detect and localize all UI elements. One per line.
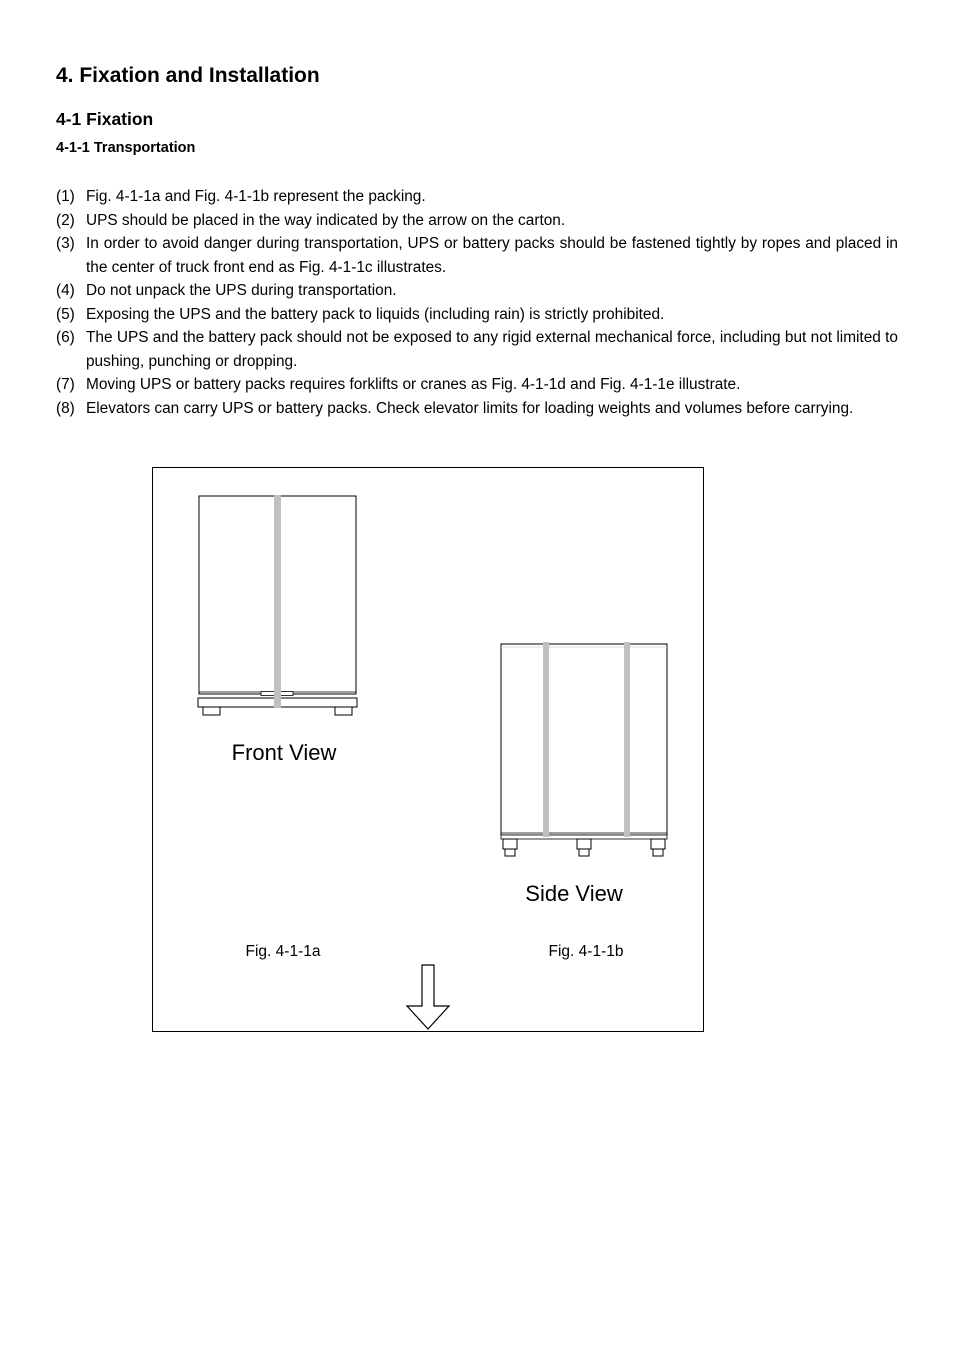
down-arrow-icon xyxy=(407,965,449,1029)
side-view-carton xyxy=(501,642,667,856)
list-item-number: (4) xyxy=(56,282,75,299)
list-item-text: UPS should be placed in the way indicated by the arrow on the carton. xyxy=(86,211,566,229)
side-strap-left xyxy=(543,642,549,837)
figure-caption-b: Fig. 4-1-1b xyxy=(548,943,624,960)
list-item xyxy=(56,303,898,327)
figure-caption-a: Fig. 4-1-1a xyxy=(245,943,321,960)
front-view-carton xyxy=(198,495,357,715)
list-item-number: (5) xyxy=(56,305,75,323)
list-item xyxy=(56,185,898,209)
side-strap-right xyxy=(624,642,630,837)
list-item-text: The UPS and the battery pack should not be exposed to any rigid external mechanical force, including but not limited to pushing, punching or dropping. xyxy=(86,329,898,370)
list-item-number: (1) xyxy=(56,188,75,205)
list-item-text: Fig. 4-1-1a and Fig. 4-1-1b represent the packing. xyxy=(86,188,426,205)
list-item-number: (3) xyxy=(56,235,75,252)
list-item-text: Elevators can carry UPS or battery packs. Check elevator limits for loading weights and volumes before carrying. xyxy=(86,399,854,417)
list-item xyxy=(56,232,898,279)
list-item xyxy=(56,209,898,233)
list-item xyxy=(56,326,898,373)
list-item-text: In order to avoid danger during transportation, UPS or battery packs should be fastened tightly by ropes and placed in the center of truck front end as Fig. 4-1-1c illustrates. xyxy=(86,235,898,276)
subsection-title: 4-1 Fixation xyxy=(56,109,154,129)
front-strap xyxy=(274,495,281,708)
list-item xyxy=(56,279,898,303)
list-item xyxy=(56,397,898,421)
list-item-number: (6) xyxy=(56,329,75,346)
list-item-text: Exposing the UPS and the battery pack to liquids (including rain) is strictly prohibited. xyxy=(86,305,665,323)
side-view-label: Side View xyxy=(525,881,623,906)
subsubsection-title: 4-1-1 Transportation xyxy=(56,140,196,156)
list-item-number: (7) xyxy=(56,376,75,393)
section-title: 4. Fixation and Installation xyxy=(56,64,320,87)
list-item-number: (8) xyxy=(56,399,75,417)
list-item xyxy=(56,373,898,397)
instruction-list xyxy=(56,185,898,420)
front-view-label: Front View xyxy=(231,740,337,765)
list-item-text: Moving UPS or battery packs requires forklifts or cranes as Fig. 4-1-1d and Fig. 4-1-1e illustrate. xyxy=(86,376,741,393)
packing-figure xyxy=(152,467,704,1032)
list-item-text: Do not unpack the UPS during transportation. xyxy=(86,282,397,299)
list-item-number: (2) xyxy=(56,211,75,229)
